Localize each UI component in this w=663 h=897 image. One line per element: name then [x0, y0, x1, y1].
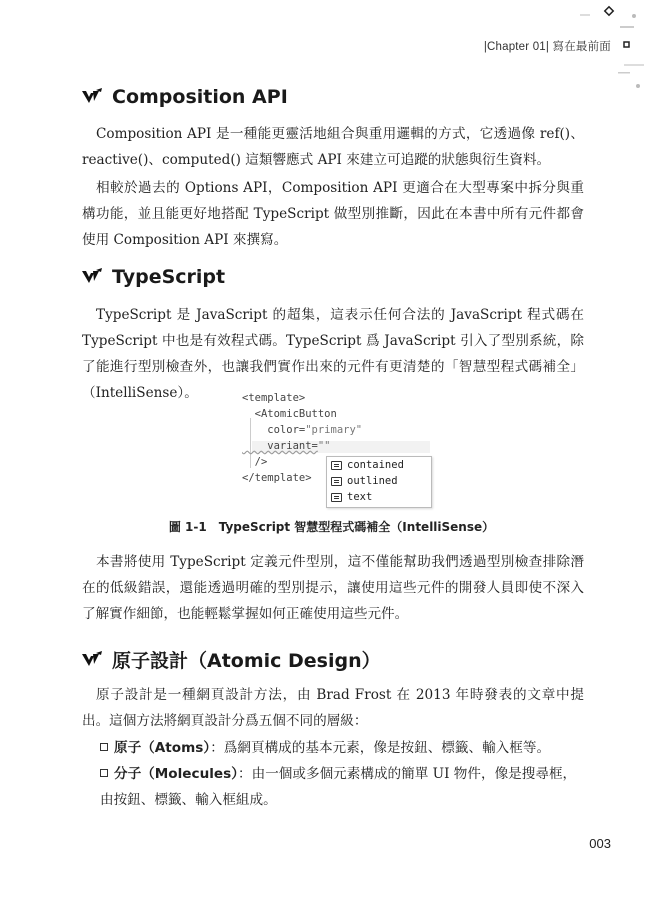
heading-text: 原子設計（Atomic Design） — [112, 650, 381, 672]
list-item: 原子（Atoms）：爲網頁構成的基本元素，像是按鈕、標籤、輸入框等。 — [100, 735, 584, 761]
vue-logo-icon — [80, 650, 106, 670]
code-line: </template> — [242, 472, 312, 484]
paragraph: 原子設計是一種網頁設計方法，由 Brad Frost 在 2013 年時發表的文章中提出。這個方法將網頁設計分爲五個不同的層級： — [82, 687, 584, 729]
heading-text: Composition API — [112, 86, 288, 108]
autocomplete-popup — [326, 456, 432, 508]
section-heading-typescript — [80, 266, 225, 288]
paragraph: Composition API 是一種能更靈活地組合與重用邏輯的方式，它透過像 ref()、reactive()、computed() 這類響應式 API 來建立可追蹤的狀態與衍生資料。 — [82, 126, 584, 168]
code-line: variant="" — [242, 440, 331, 452]
chapter-title: 寫在最前面 — [552, 41, 611, 53]
code-line: <AtomicButton — [242, 408, 337, 420]
paragraph: 相較於過去的 Options API，Composition API 更適合在大型專案中拆分與重構功能，並且能更好地搭配 TypeScript 做型別推斷，因此在本書中所有元件都會使用 Composition API 來撰寫。 — [82, 180, 584, 248]
checkbox-bullet-icon — [100, 743, 108, 751]
paragraph: TypeScript 是 JavaScript 的超集，這表示任何合法的 JavaScript 程式碼在 TypeScript 中也是有效程式碼。TypeScript 爲 JavaScript 引入了型別系統，除了能進行型別檢查外，也讓我們實作出來的元件有更清楚的「智慧型程式碼補全」（IntelliSense）。 — [82, 307, 584, 401]
vue-logo-icon — [80, 267, 106, 287]
figure-caption: 圖 1-1 TypeScript 智慧型程式碼補全（IntelliSense） — [168, 520, 495, 534]
vue-logo-icon — [80, 87, 106, 107]
checkbox-bullet-icon — [100, 769, 108, 777]
section-heading-composition — [80, 86, 288, 108]
enum-icon — [331, 477, 342, 486]
suggestion-item[interactable]: outlined — [327, 473, 431, 489]
suggestion-item[interactable]: text — [327, 489, 431, 505]
enum-icon — [331, 493, 342, 502]
code-line: color="primary" — [242, 424, 363, 436]
code-figure — [242, 390, 432, 508]
running-header: |Chapter 01| 寫在最前面 — [483, 41, 611, 53]
enum-icon — [331, 461, 342, 470]
page-number: 003 — [589, 836, 611, 851]
code-line: /> — [242, 456, 268, 468]
section-heading-atomic — [80, 646, 381, 673]
chapter-label: Chapter 01 — [487, 41, 546, 53]
suggestion-item[interactable]: contained — [327, 457, 431, 473]
heading-text: TypeScript — [112, 266, 226, 288]
list-item: 分子（Molecules）：由一個或多個元素構成的簡單 UI 物件，像是搜尋框，由按鈕、標籤、輸入框組成。 — [100, 766, 577, 808]
code-line: <template> — [242, 392, 306, 404]
paragraph: 本書將使用 TypeScript 定義元件型別，這不僅能幫助我們透過型別檢查排除潛在的低級錯誤，還能透過明確的型別提示，讓使用這些元件的開發人員即使不深入了解實作細節，也能輕鬆掌握如何正確使用這些元件。 — [82, 554, 584, 622]
